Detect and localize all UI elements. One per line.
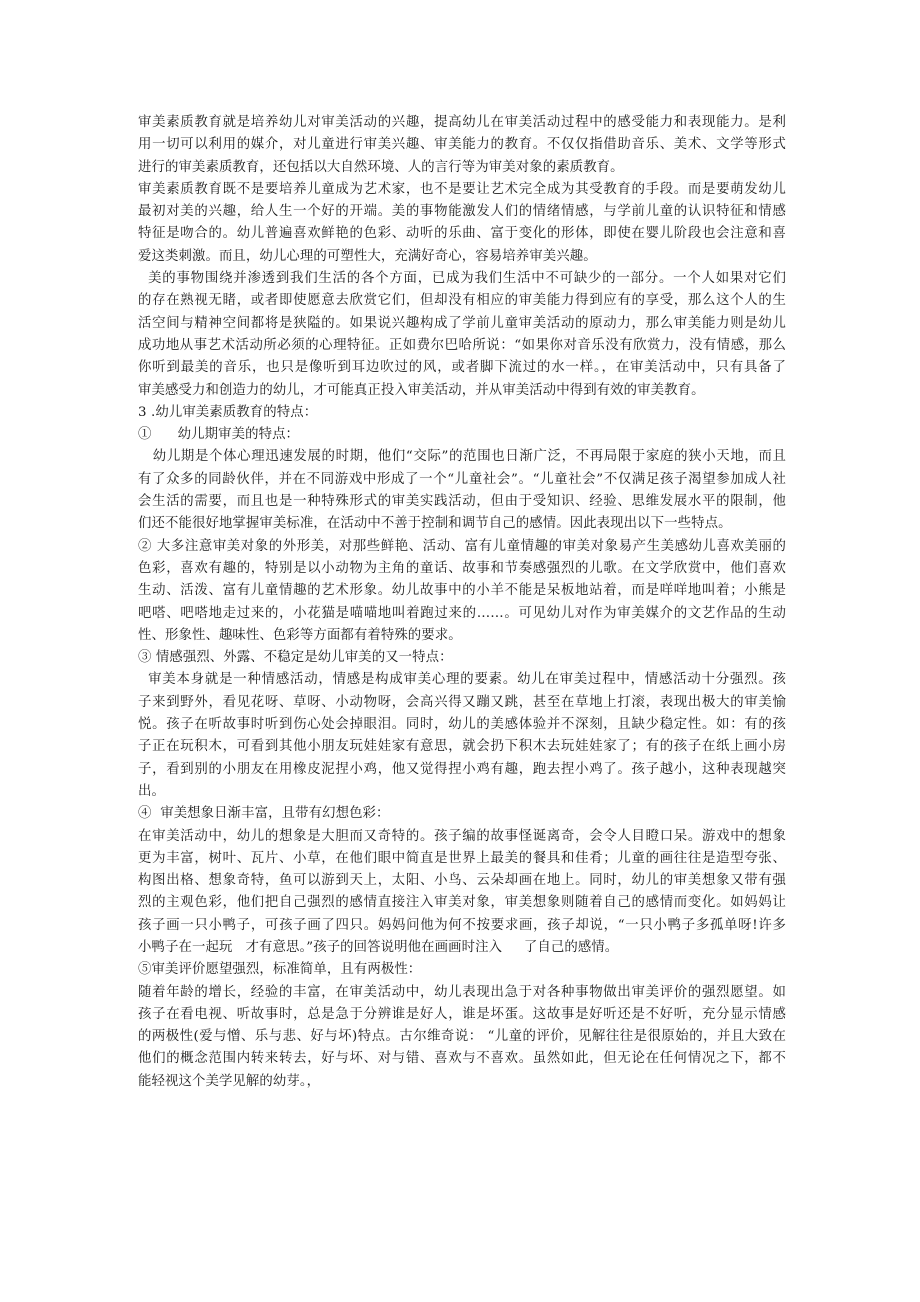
text-line: 性、形象性、趣味性、色彩等方面都有着特殊的要求。 bbox=[138, 627, 462, 643]
text-line: ⑤审美评价愿望强烈，标准简单，且有两极性： bbox=[138, 962, 422, 978]
text-line: 的两极性(爱与憎、乐与悲、好与坏)特点。古尔维奇说： “儿童的评价，见解往往是很原始的，并且大致在 bbox=[138, 1029, 786, 1045]
text-line: 审美本身就是一种情感活动，情感是构成审美心理的要素。幼儿在审美过程中，情感活动十分强烈。孩 bbox=[138, 672, 786, 688]
text-line: 们还不能很好地掌握审美标准，在活动中不善于控制和调节自己的感情。因此表现出以下一些特点。 bbox=[138, 516, 732, 532]
text-line: 构图出格、想象奇特，鱼可以游到天上，太阳、小鸟、云朵却画在地上。同时，幼儿的审美想象又带有强 bbox=[138, 873, 786, 889]
text-line: 色彩，喜欢有趣的，特别是以小动物为主角的童话、故事和节奏感强烈的儿歌。在文学欣赏中，他们喜欢 bbox=[138, 560, 786, 576]
text-line: 吧嗒、吧嗒地走过来的，小花猫是喵喵地叫着跑过来的……。可见幼儿对作为审美媒介的文艺作品的生动 bbox=[138, 605, 786, 621]
text-line: 子，看到别的小朋友在用橡皮泥捏小鸡，他又觉得捏小鸡有趣，跑去捏小鸡了。孩子越小，这种表现越突 bbox=[138, 761, 786, 777]
text-line: 最初对美的兴趣，给人生一个好的开端。美的事物能激发人们的情绪情感，与学前儿童的认识特征和情感 bbox=[138, 204, 786, 220]
text-line: 活空间与精神空间都将是狭隘的。如果说兴趣构成了学前儿童审美活动的原动力，那么审美能力则是幼儿 bbox=[138, 315, 786, 331]
text-line: 会生活的需要，而且也是一种特殊形式的审美实践活动，但由于受知识、经验、思维发展水平的限制，他 bbox=[138, 494, 786, 510]
text-line: 特征是吻合的。幼儿普遍喜欢鲜艳的色彩、动听的乐曲、富于变化的形体，即使在婴儿阶段也会注意和喜 bbox=[138, 226, 786, 242]
text-line: 子正在玩积木，可看到其他小朋友玩娃娃家有意思，就会扔下积木去玩娃娃家了；有的孩子在纸上画小房 bbox=[138, 739, 786, 755]
text-line: 子来到野外，看见花呀、草呀、小动物呀，会高兴得又蹦又跳，甚至在草地上打滚，表现出极大的审美愉 bbox=[138, 694, 786, 710]
text-line: 美的事物围绕并渗透到我们生活的各个方面，已成为我们生活中不可缺少的一部分。一个人如果对它们 bbox=[138, 271, 786, 287]
text-line: 的存在熟视无睹，或者即使愿意去欣赏它们，但却没有相应的审美能力得到应有的享受，那么这个人的生 bbox=[138, 293, 786, 309]
text-line: 审美感受力和创造力的幼儿，才可能真正投入审美活动，并从审美活动中得到有效的审美教育。 bbox=[138, 382, 705, 398]
text-line: 出。 bbox=[138, 783, 165, 799]
text-line: 3 .幼儿审美素质教育的特点： bbox=[138, 404, 318, 420]
text-line: 用一切可以利用的媒介，对儿童进行审美兴趣、审美能力的教育。不仅仅指借助音乐、美术、文学等形式 bbox=[138, 137, 786, 153]
text-line: 更为丰富，树叶、瓦片、小草，在他们眼中简直是世界上最美的餐具和佳肴；儿童的画往往是造型夸张、 bbox=[138, 850, 786, 866]
text-line: 幼儿期是个体心理迅速发展的时期，他们“交际”的范围也日渐广泛，不再局限于家庭的狭小天地，而且 bbox=[138, 449, 786, 465]
text-line: ② 大多注意审美对象的外形美，对那些鲜艳、活动、富有儿童情趣的审美对象易产生美感幼儿喜欢美丽的 bbox=[138, 538, 786, 554]
text-line: 审美素质教育既不是要培养儿童成为艺术家，也不是要让艺术完全成为其受教育的手段。而是要萌发幼儿 bbox=[138, 181, 786, 197]
text-line: ③ 情感强烈、外露、不稳定是幼儿审美的又一特点： bbox=[138, 650, 453, 666]
text-line: 他们的概念范围内转来转去，好与坏、对与错、喜欢与不喜欢。虽然如此，但无论在任何情况之下，都不 bbox=[138, 1051, 786, 1067]
text-line: 审美素质教育就是培养幼儿对审美活动的兴趣，提高幼儿在审美活动过程中的感受能力和表现能力。是利 bbox=[138, 115, 786, 130]
text-line: 你听到最美的音乐，也只是像听到耳边吹过的风，或者脚下流过的水一样。，在审美活动中，只有具备了 bbox=[138, 360, 786, 376]
text-line: 生动、活泼、富有儿童情趣的艺术形象。幼儿故事中的小羊不能是呆板地站着，而是咩咩地叫着；小熊是 bbox=[138, 583, 786, 599]
text-line: 烈的主观色彩，他们把自己强烈的感情直接注入审美对象，审美想象则随着自己的感情而变化。如妈妈让 bbox=[138, 895, 786, 911]
text-line: 孩子画一只小鸭子，可孩子画了四只。妈妈问他为何不按要求画，孩子却说，“一只小鸭子多孤单呀!许多 bbox=[138, 917, 786, 933]
text-line: 进行的审美素质教育，还包括以大自然环境、人的言行等为审美对象的素质教育。 bbox=[138, 159, 624, 175]
text-line: 孩子在看电视、听故事时，总是急于分辨谁是好人，谁是坏蛋。这故事是好听还是不好听，充分显示情感 bbox=[138, 1006, 786, 1022]
text-line: ① 幼儿期审美的特点： bbox=[138, 427, 300, 443]
text-line: 成功地从事艺术活动所必须的心理特征。正如费尔巴哈所说：“如果你对音乐没有欣赏力，没有情感，那么 bbox=[138, 337, 786, 353]
text-line: 悦。孩子在听故事时听到伤心处会掉眼泪。同时，幼儿的美感体验并不深刻，且缺少稳定性。如：有的孩 bbox=[138, 717, 786, 733]
document-body bbox=[138, 112, 786, 1093]
text-line: 能轻视这个美学见解的幼芽。， bbox=[138, 1073, 321, 1089]
text-line: 随着年龄的增长，经验的丰富，在审美活动中，幼儿表现出急于对各种事物做出审美评价的强烈愿望。如 bbox=[138, 984, 786, 1000]
text-line: 小鸭子在一起玩 才有意思。”孩子的回答说明他在画画时注入 了自己的感情。 bbox=[138, 939, 619, 955]
text-line: 在审美活动中，幼儿的想象是大胆而又奇特的。孩子编的故事怪诞离奇，会令人目瞪口呆。游戏中的想象 bbox=[138, 828, 786, 844]
text-line: 爱这类刺激。而且，幼儿心理的可塑性大，充满好奇心，容易培养审美兴趣。 bbox=[138, 248, 597, 264]
text-line: 有了众多的同龄伙伴，并在不同游戏中形成了一个“儿童社会”。“儿童社会”不仅满足孩子渴望参加成人社 bbox=[138, 471, 786, 487]
text-line: ④ 审美想象日渐丰富，且带有幻想色彩： bbox=[138, 806, 390, 822]
